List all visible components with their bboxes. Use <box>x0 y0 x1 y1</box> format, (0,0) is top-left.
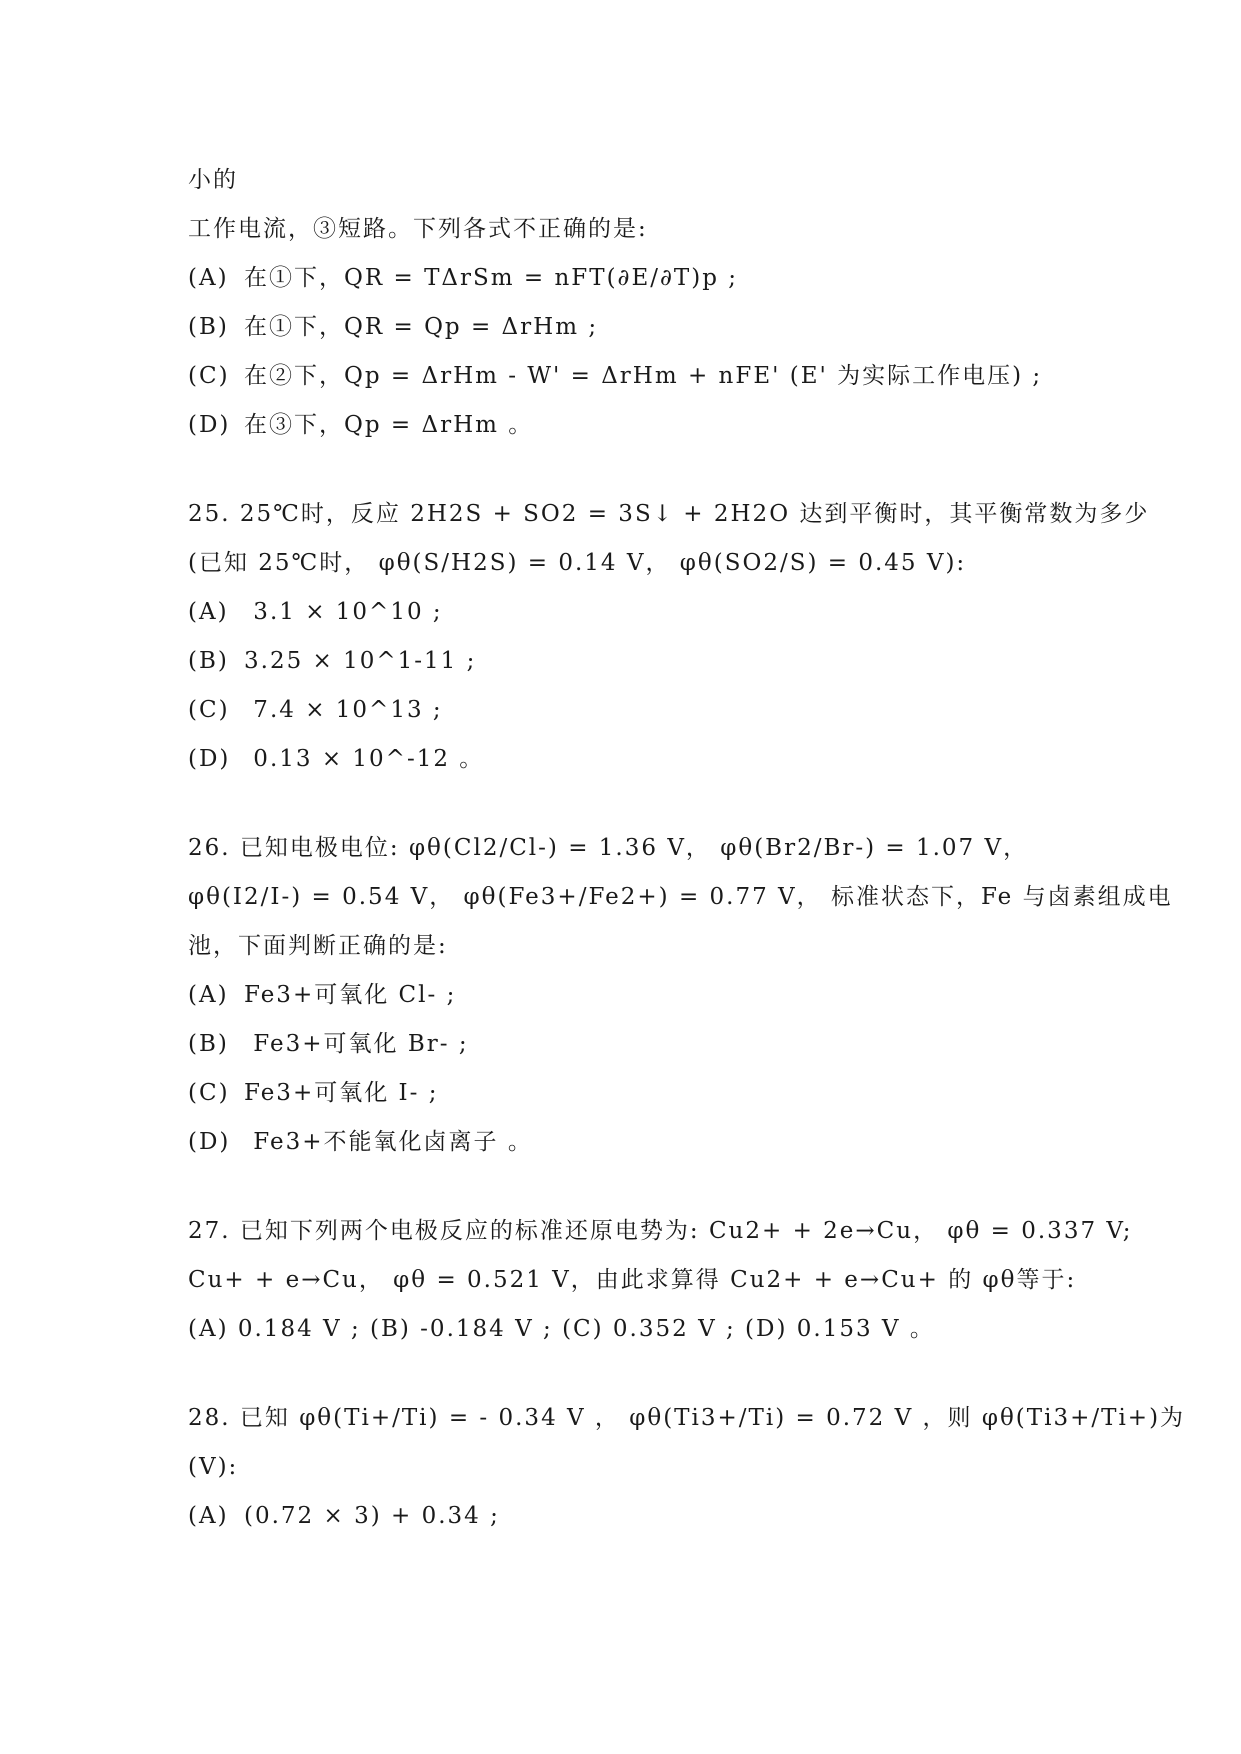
option-label: (D) <box>188 1129 231 1155</box>
q28-option-a <box>188 1492 1068 1541</box>
option-text: Fe3+不能氧化卤离子 。 <box>244 1129 533 1155</box>
q28-stem-line-2: (V): <box>188 1454 239 1480</box>
option-label: (B) <box>188 648 229 674</box>
intro-line-2: 工作电流，③短路。下列各式不正确的是: <box>188 216 648 242</box>
option-label: (B) <box>188 1031 229 1057</box>
option-label: (B) <box>188 314 229 340</box>
q25-stem-line-2: (已知 25℃时， φθ(S/H2S) = 0.14 V， φθ(SO2/S) = 0.45 V): <box>188 550 967 576</box>
q26-option-b <box>188 1020 1068 1069</box>
option-label: (C) <box>188 1080 230 1106</box>
option-label: (D) <box>188 746 231 772</box>
option-text: (0.72 × 3) + 0.34 ; <box>244 1503 500 1529</box>
q27-options-line: (A) 0.184 V ; (B) -0.184 V ; (C) 0.352 V ; (D) 0.153 V 。 <box>188 1316 935 1342</box>
intro-option-d <box>188 401 1068 450</box>
q26-option-a <box>188 971 1068 1020</box>
q26-option-c <box>188 1069 1068 1118</box>
q26-stem-line-3: 池，下面判断正确的是: <box>188 933 448 959</box>
document-content <box>188 156 1186 1541</box>
q26-stem-line-2: φθ(I2/I-) = 0.54 V， φθ(Fe3+/Fe2+) = 0.77 V， 标准状态下，Fe 与卤素组成电 <box>188 884 1173 910</box>
option-text: Fe3+可氧化 Br- ; <box>244 1031 469 1057</box>
option-text: 在①下，QR = Qp = ΔrHm ; <box>244 314 599 340</box>
option-text: Fe3+可氧化 Cl- ; <box>244 982 457 1008</box>
option-label: (A) <box>188 265 229 291</box>
option-label: (A) <box>188 599 229 625</box>
q26-option-d <box>188 1118 1068 1167</box>
q28-stem-line-1: 28. 已知 φθ(Ti+/Ti) = - 0.34 V ， φθ(Ti3+/Ti) = 0.72 V ，则 φθ(Ti3+/Ti+)为 <box>188 1405 1186 1431</box>
q27-stem-line-1: 27. 已知下列两个电极反应的标准还原电势为: Cu2+ + 2e→Cu， φθ = 0.337 V; <box>188 1218 1133 1244</box>
option-text: 3.1 × 10^10 ; <box>244 599 443 625</box>
option-text: 在③下，Qp = ΔrHm 。 <box>244 412 534 438</box>
q25-stem-line-1: 25. 25℃时，反应 2H2S + SO2 = 3S↓ + 2H2O 达到平衡时，其平衡常数为多少 <box>188 501 1150 527</box>
option-label: (C) <box>188 697 230 723</box>
option-label: (D) <box>188 412 231 438</box>
intro-option-a <box>188 254 1068 303</box>
option-label: (A) <box>188 982 229 1008</box>
q25-option-d <box>188 735 1068 784</box>
option-text: 0.13 × 10^-12 。 <box>244 746 485 772</box>
intro-option-c <box>188 352 1068 401</box>
intro-line-1: 小的 <box>188 167 238 193</box>
option-text: 在②下，Qp = ΔrHm - W' = ΔrHm + nFE' (E' 为实际工作电压) ; <box>244 363 1043 389</box>
q25-option-c <box>188 686 1068 735</box>
option-text: 在①下，QR = TΔrSm = nFT(∂E/∂T)p ; <box>244 265 738 291</box>
q26-stem-line-1: 26. 已知电极电位: φθ(Cl2/Cl-) = 1.36 V， φθ(Br2/Br-) = 1.07 V， <box>188 835 1029 861</box>
option-text: Fe3+可氧化 I- ; <box>244 1080 439 1106</box>
option-label: (C) <box>188 363 230 389</box>
option-text: 7.4 × 10^13 ; <box>244 697 443 723</box>
q25-option-a <box>188 588 1068 637</box>
intro-option-b <box>188 303 1068 352</box>
q25-option-b <box>188 637 1068 686</box>
option-label: (A) <box>188 1503 229 1529</box>
q27-stem-line-2: Cu+ + e→Cu， φθ = 0.521 V，由此求算得 Cu2+ + e→Cu+ 的 φθ等于: <box>188 1267 1077 1293</box>
option-text: 3.25 × 10^1-11 ; <box>244 648 477 674</box>
